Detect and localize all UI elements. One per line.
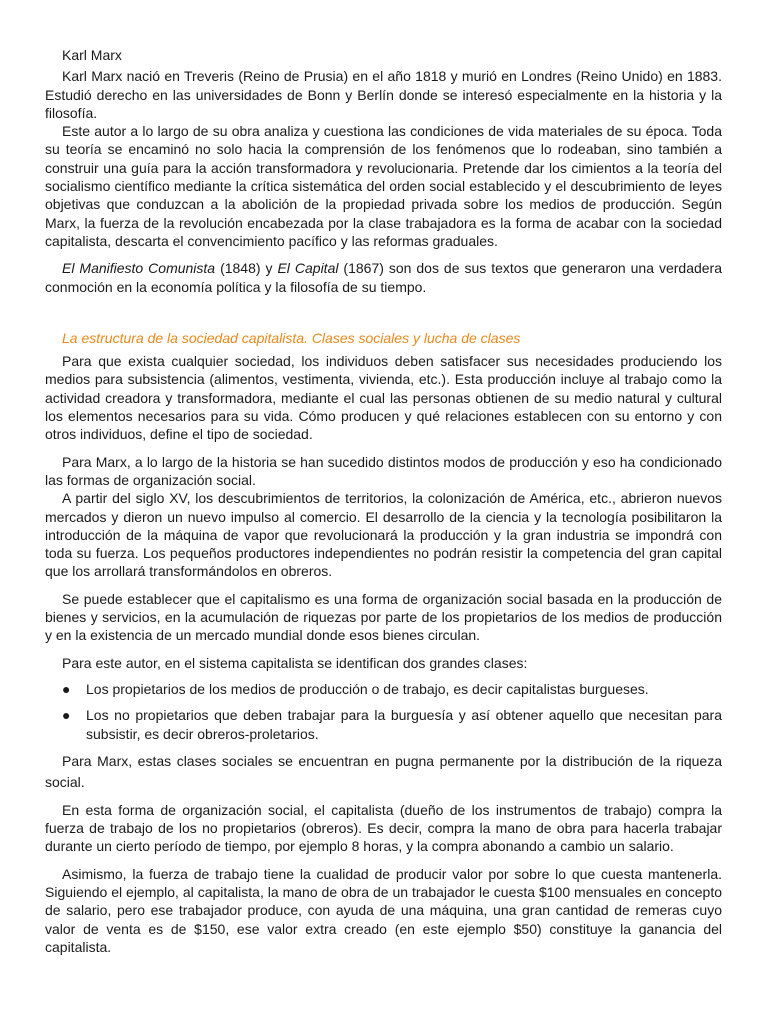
list-item <box>45 706 722 743</box>
list-item-text: Los no propietarios que deben trabajar para la burguesía y así obtener aquello que necesitan para subsistir, es decir obreros-proletarios. <box>86 707 722 742</box>
section-paragraph-8: Asimismo, la fuerza de trabajo tiene la cualidad de producir valor por sobre lo que cuesta mantenerla. Siguiendo el ejemplo, al capitalista, la mano de obra de un trabajador le cuesta $100 mensuales en concepto de salario, pero ese trabajador produce, con ayuda de una máquina, una gran cantidad de remeras cuyo valor de venta es de $150, ese valor extra creado (en este ejemplo $50) constituye la ganancia del capitalista. <box>45 865 722 955</box>
document-title: Karl Marx <box>62 47 122 63</box>
section-paragraph-3: A partir del siglo XV, los descubrimientos de territorios, la colonización de América, etc., abrieron nuevos mercados y dieron un nuevo impulso al comercio. El desarrollo de la ciencia y la tecnología posibilitaron la introducción de la máquina de vapor que revolucionará la producción y la gran industria se impondrá con toda su fuerza. Los pequeños productores independientes no podrán resistir la competencia del gran capital que los arrollará transformándolos en obreros. <box>45 490 722 580</box>
bullet-icon: ● <box>62 680 71 697</box>
book-title-capital: El Capital <box>277 260 339 277</box>
section-paragraph-6: Para Marx, estas clases sociales se encuentran en pugna permanente por la distribución de la riqueza social. <box>45 752 722 791</box>
list-item-text: Los propietarios de los medios de producción o de trabajo, es decir capitalistas burgueses. <box>86 680 649 697</box>
section-heading: La estructura de la sociedad capitalista. Clases sociales y lucha de clases <box>62 329 521 346</box>
document-page <box>45 46 722 956</box>
intro-paragraph-1: Karl Marx nació en Treveris (Reino de Prusia) en el año 1818 y murió en Londres (Reino Unido) en 1883. Estudió derecho en las universidades de Bonn y Berlín donde se interesó especialmente en la historia y la filosofía. <box>45 68 722 121</box>
intro-paragraph-3-rest: (1867) son dos de sus textos que generaron una verdadera conmoción en la economía política y la filosofía de su tiempo. <box>45 260 723 295</box>
section-paragraph-7: En esta forma de organización social, el capitalista (dueño de los instrumentos de trabajo) compra la fuerza de trabajo de los no propietarios (obreros). Es decir, compra la mano de obra para hacerla trabajar durante un cierto período de tiempo, por ejemplo 8 horas, y la compra abonando a cambio un salario. <box>45 801 722 855</box>
section-paragraph-4: Se puede establecer que el capitalismo es una forma de organización social basada en la producción de bienes y servicios, en la acumulación de riquezas por parte de los propietarios de los medios de producción y en la existencia de un mercado mundial donde esos bienes circulan. <box>45 590 722 644</box>
book-title-manifiesto: El Manifiesto Comunista <box>62 260 216 277</box>
year-1848-text: (1848) y <box>215 260 278 277</box>
classes-list <box>45 680 722 743</box>
section-paragraph-1: Para que exista cualquier sociedad, los individuos deben satisfacer sus necesidades produciendo los medios para subsistencia (alimentos, vestimenta, vivienda, etc.). Esta producción incluye al trabajo como la actividad creadora y transformadora, mediante el cual las personas obtienen de su medio natural y cultural los elementos necesarios para su vida. Cómo producen y qué relaciones establecen con su entorno y con otros individuos, define el tipo de sociedad. <box>45 353 722 443</box>
list-item <box>45 680 722 698</box>
intro-paragraph-2: Este autor a lo largo de su obra analiza y cuestiona las condiciones de vida materiales de su época. Toda su teoría se encaminó no solo hacia la comprensión de los fenómenos que lo rodeaban, sino también a construir una guía para la acción transformadora y revolucionaria. Pretende dar los cimientos a la teoría del socialismo científico mediante la crítica sistemática del orden social establecido y el descubrimiento de leyes objetivas que conduzcan a la abolición de la propiedad privada sobre los medios de producción. Según Marx, la fuerza de la revolución encabezada por la clase trabajadora es la forma de acabar con la sociedad capitalista, descarta el convencimiento pacífico y las reformas graduales. <box>45 123 722 249</box>
section-paragraph-5: Para este autor, en el sistema capitalista se identifican dos grandes clases: <box>62 654 528 671</box>
section-paragraph-2: Para Marx, a lo largo de la historia se han sucedido distintos modos de producción y eso ha condicionado las formas de organización social. <box>45 453 722 488</box>
bullet-icon: ● <box>62 707 71 724</box>
intro-paragraph-3 <box>45 259 722 296</box>
